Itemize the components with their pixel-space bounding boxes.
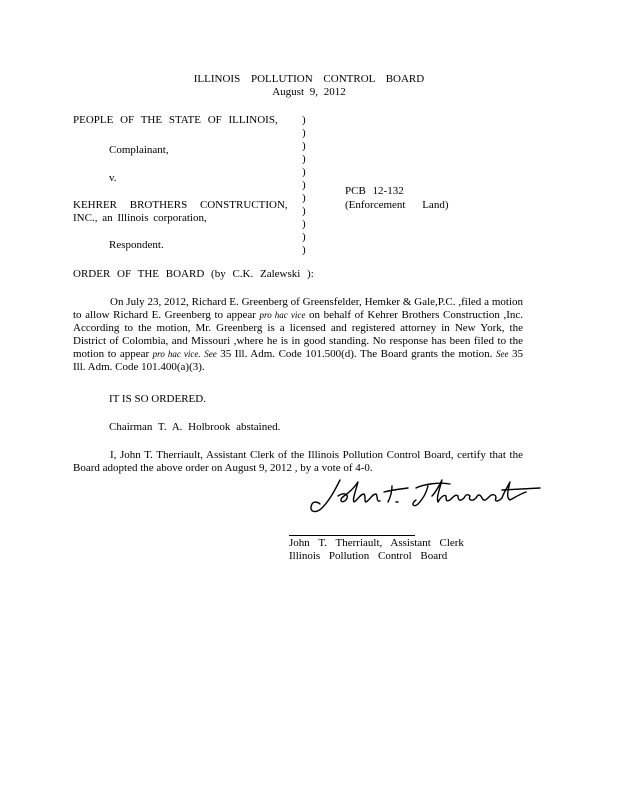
respondent-name-line1: KEHRER BROTHERS CONSTRUCTION, [73,199,288,211]
pro-hac-vice-2: pro hac vice. [152,349,201,359]
see-citation-2: See [495,349,509,359]
motion-paragraph: On July 23, 2012, Richard E. Greenberg of Greensfelder, Hemker & Gale,P.C. ,filed a motion to allow Richard E. Greenberg to appear pro hac vice on behalf of Kehrer Brothers Construction ,Inc. According to the motion, Mr. Greenberg is a licensed and registered attorney in New York, the District of Colombia, and Missouri ,where he is in good standing. No response has been filed to the motion to appear pro hac vice. See 35 Ill. Adm. Code 101.500(d). The Board grants the motion. See 35 Ill. Adm. Code 101.400(a)(3). [73,296,523,373]
caption-parentheses: ) ) ) ) ) ) ) ) ) ) ) [302,114,306,256]
abstention-note: Chairman T. A. Holbrook abstained. [109,421,281,433]
case-type: (Enforcement Land) [345,199,449,211]
case-number: PCB 12-132 [345,185,404,197]
respondent-name-line2: INC., an Illinois corporation, [73,212,207,224]
order-heading: ORDER OF THE BOARD (by C.K. Zalewski ): [73,268,314,280]
certification-paragraph: I, John T. Therriault, Assistant Clerk of the Illinois Pollution Control Board, certify that the Board adopted the above order on August 9, 2012 , by a vote of 4-0. [73,449,523,474]
signatory-name: John T. Therriault, Assistant Clerk [289,537,464,549]
order-date: August 9, 2012 [272,86,346,98]
signatory-organization: Illinois Pollution Control Board [289,550,448,562]
respondent-role: Respondent. [109,239,164,251]
complainant-name: PEOPLE OF THE STATE OF ILLINOIS, [73,114,278,126]
board-title: ILLINOIS POLLUTION CONTROL BOARD [193,73,425,85]
see-citation-1: See [204,349,217,359]
pro-hac-vice-1: pro hac vice [259,310,306,320]
signature-image [300,474,545,524]
signature-line [289,535,415,536]
so-ordered: IT IS SO ORDERED. [109,393,206,405]
complainant-role: Complainant, [109,144,169,156]
versus-label: v. [109,172,117,184]
